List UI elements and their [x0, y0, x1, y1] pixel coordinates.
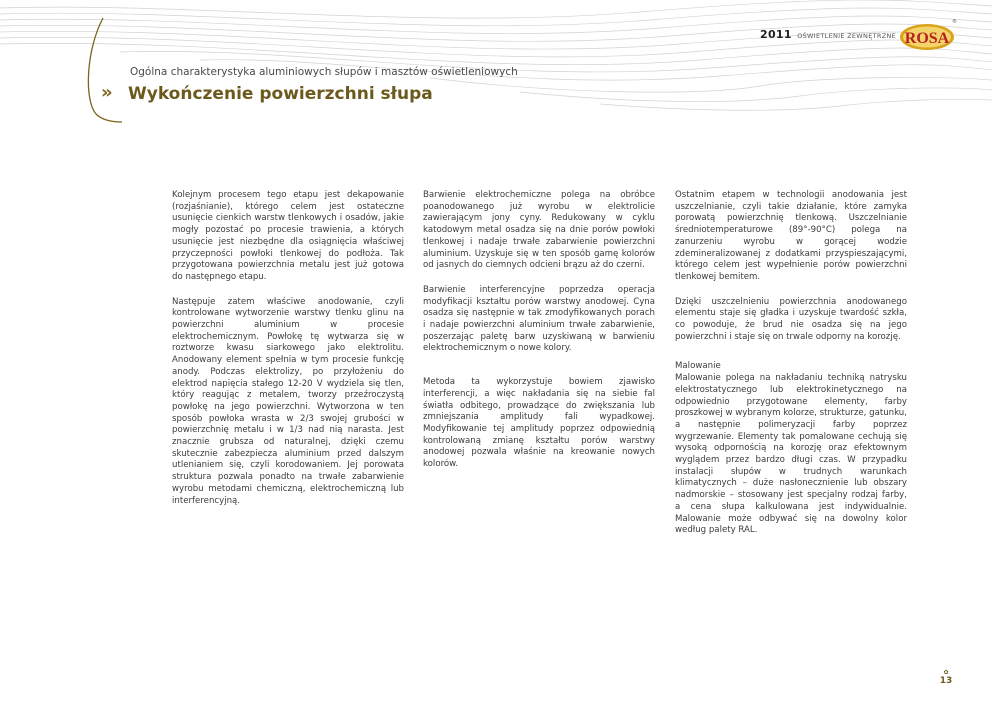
decorative-wave-lines	[0, 0, 992, 130]
text-column-1	[172, 190, 404, 520]
page-number: 13	[939, 676, 953, 686]
text-column-2	[423, 190, 655, 484]
paragraph-dekapowanie: Kolejnym procesem tego etapu jest dekapowanie (rozjaśnianie), którego celem jest ostateczne usunięcie cienkich warstw tlenkowych i osadów, jakie mogły pozostać po procesie trawienia, a których usunięcie jest niezbędne dla osiągnięcia właściwej przyczepności powłoki tlenkowej do podłoża. Tak przygotowana powierzchnia metalu jest już gotowa do następnego etapu.	[172, 190, 404, 282]
paragraph-barwienie-interferencyjne: Barwienie interferencyjne poprzedza operacja modyfikacji kształtu porów warstwy anodowej. Cyna osadza się następnie w tak zmodyfikowanych porach i nadaje powierzchni aluminium trwałe zabarwienie, poszerzając paletę barw uzyskiwaną w barwieniu elektrochemicznym o nowe kolory.	[423, 284, 655, 354]
paragraph-barwienie-elektrochemiczne: Barwienie elektrochemiczne polega na obróbce poanodowanego już wyrobu w elektrolicie zawierającym jony cyny. Redukowany w cyklu katodowym metal osadza się na dnie porów powłoki tlenkowej i nadaje trwałe zabarwienie powierzchni aluminium. Uzyskuje się w ten sposób gamę kolorów od jasnych do ciemnych odcieni brązu aż do czerni.	[423, 190, 655, 271]
heading-malowanie: Malowanie	[675, 361, 721, 372]
paragraph-uszczelnienie-efekt: Dzięki uszczelnieniu powierzchnia anodowanego elementu staje się gładka i uzyskuje twardość szkła, co powoduje, że brud nie osadza się na jego powierzchni i staje się on trwale odporny na korozję.	[675, 296, 907, 342]
page-subtitle: Ogólna charakterystyka aluminiowych słupów i masztów oświetleniowych	[130, 66, 518, 78]
logo-text: ROSA	[904, 30, 950, 47]
header-bar	[760, 28, 896, 41]
paragraph-anodowanie: Następuje zatem właściwe anodowanie, czyli kontrolowane wytworzenie warstwy tlenku glinu na powierzchni aluminium w procesie elektrochemicznym. Powłokę tę wytwarza się w roztworze kwasu siarkowego jako elektrolitu. Anodowany element spełnia w tym procesie funkcję anody. Podczas elektrolizy, po przyłożeniu do elektrod napięcia stałego 12-20 V wydziela się tlen, który reagując z metalem, tworzy przeźroczystą powłokę na jego powierzchni. Wytworzona w ten sposób powłoka wrasta w 2/3 swojej grubości w powierzchnię metalu i w 1/3 nad nią narasta. Jest znacznie grubsza od naturalnej, dzięki czemu skutecznie zabezpiecza aluminium przed dalszym utlenianiem się, czyli korodowaniem. Jej porowata struktura pozwala ponadto na trwałe zabarwienie wyrobu metodami chemiczną, elektrochemiczną lub interferencyjną.	[172, 296, 404, 506]
page-title: Wykończenie powierzchni słupa	[128, 84, 433, 104]
rosa-logo	[897, 18, 959, 52]
rose-icon: ✿	[943, 669, 949, 676]
text-column-3	[675, 190, 907, 550]
paragraph-interferencja: Metoda ta wykorzystuje bowiem zjawisko interferencji, a więc nakładania się na siebie fal światła odbitego, prowadzące do zwiększania lub zmniejszania amplitudy fali wypadkowej. Modyfikowanie tej amplitudy poprzez odpowiednią kontrolowaną zmianę kształtu porów warstwy anodowej pozwala właśnie na kreowanie nowych kolorów.	[423, 377, 655, 470]
page-number-block	[936, 669, 956, 686]
paragraph-uszczelnianie: Ostatnim etapem w technologii anodowania jest uszczelnianie, czyli takie działanie, które zamyka porowatą powierzchnię tlenkową. Uszczelnianie średniotemperaturowe (89°-90°C) polega na zanurzeniu wyrobu w gorącej wodzie zdemineralizowanej z dodatkami przyspieszającymi, którego celem jest wypełnienie porów powierzchni tlenkowej bemitem.	[675, 190, 907, 282]
header-section: OŚWIETLENIE ZEWNĘTRZNE	[797, 32, 897, 40]
double-chevron-icon: »	[101, 82, 113, 103]
header-year: 2011	[760, 28, 792, 41]
paragraph-malowanie: Malowanie polega na nakładaniu techniką natrysku elektrostatycznego lub elektrokinetycznego na odpowiednio przygotowane elementy, farby proszkowej w wybranym kolorze, strukturze, gatunku, a następnie polimeryzacji farby poprzez wygrzewanie. Elementy tak pomalowane cechują się wysoką odpornością na korozję oraz efektownym wyglądem przez bardzo długi czas. W przypadku instalacji słupów w trudnych warunkach klimatycznych – duże nasłonecznienie lub obszary nadmorskie – stosowany jest specjalny rodzaj farby, a cena słupa kalkulowana jest indywidualnie. Malowanie może odbywać się na dowolny kolor według palety RAL.	[675, 373, 907, 536]
registered-mark: ®	[952, 19, 957, 25]
